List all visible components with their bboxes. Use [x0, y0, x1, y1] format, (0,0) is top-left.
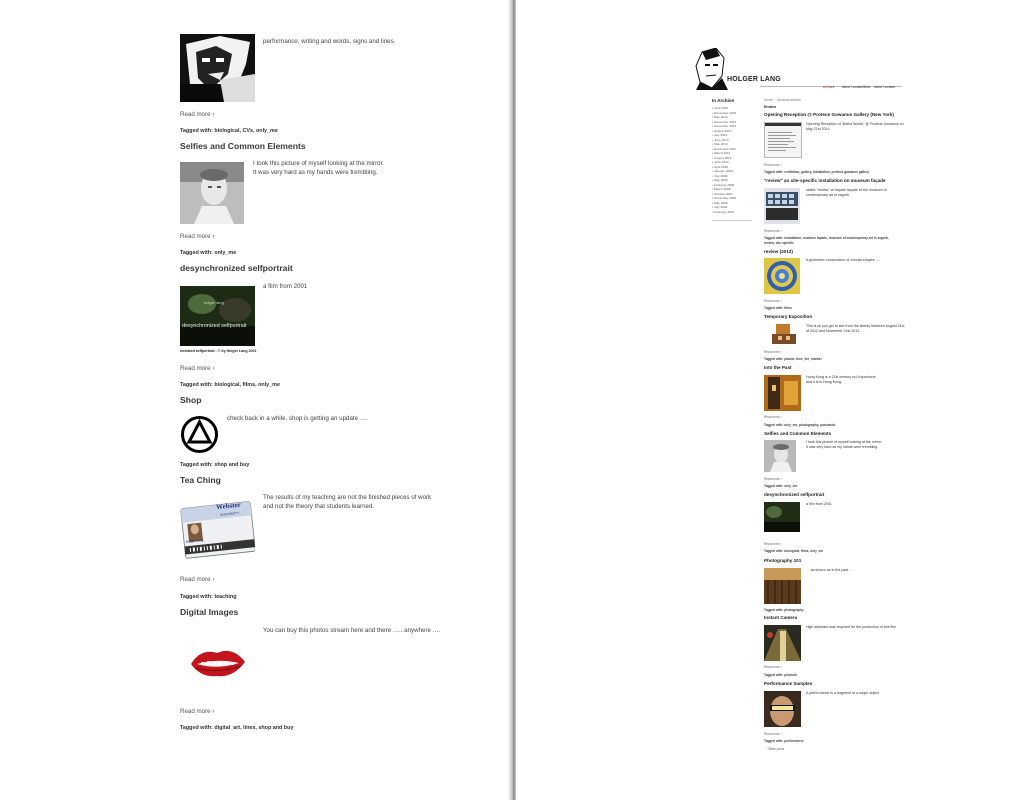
read-more-link[interactable]: Read more ›: [764, 542, 782, 546]
post-title[interactable]: Temporary Exposition: [764, 314, 813, 319]
archive-item[interactable]: • May 2009: [712, 178, 736, 183]
sidebar-rule: [712, 220, 752, 221]
tags-line[interactable]: Tagged with: films: [764, 306, 792, 310]
read-more-link[interactable]: Read more ›: [180, 576, 215, 583]
post-thumbnail[interactable]: [764, 258, 800, 294]
archive-item[interactable]: • March 2008: [712, 187, 736, 192]
shop-circle-triangle-icon[interactable]: [180, 415, 219, 454]
archive-item[interactable]: • December 2013: [712, 120, 736, 125]
archive-item[interactable]: • June 2013: [712, 138, 736, 143]
post-title[interactable]: desynchronized selfportrait: [180, 263, 293, 273]
archive-item[interactable]: • July 2002: [712, 205, 736, 210]
archive-item[interactable]: • May 2006: [712, 201, 736, 206]
card-university-name: Webster: [215, 500, 242, 512]
post-excerpt: I took this picture of myself looking at the mirror. It was very hard as my hands were trembling.: [806, 440, 883, 449]
post-thumbnail[interactable]: [764, 440, 796, 472]
film-still-caption: desynchronized selfportrait: [182, 323, 247, 329]
entry-text: It was very hard as my hands were trembling.: [253, 169, 378, 176]
tags-line: [180, 381, 280, 390]
post-excerpt: A performance is a fragment of a larger object: [806, 691, 879, 695]
archive-item[interactable]: • December 2015: [712, 111, 736, 116]
read-more-link[interactable]: Read more ›: [764, 477, 782, 481]
archive-item[interactable]: • February 2009: [712, 183, 736, 188]
archive-title: In Archive: [712, 98, 735, 103]
archive-item[interactable]: • November 2013: [712, 124, 736, 129]
post-thumbnail[interactable]: [764, 502, 800, 532]
nav-item-about-contact[interactable]: about / contact: [874, 85, 895, 89]
archive-item[interactable]: • January 2009: [712, 169, 736, 174]
read-more-link[interactable]: Read more ›: [764, 299, 782, 303]
image-caption: lxrelated selfportrait - © by Holger Lang 2001: [180, 349, 257, 353]
read-more-link[interactable]: Read more ›: [180, 708, 215, 715]
post-title[interactable]: Opening Reception @ Proteus Gowanus Gallery (New York): [764, 112, 894, 117]
tags-line: [180, 127, 278, 136]
archive-item[interactable]: • July 2009: [712, 174, 736, 179]
archive-list: [712, 106, 736, 214]
archive-item[interactable]: • June 2010: [712, 160, 736, 165]
tags-line[interactable]: Tagged with: exhibition, gallery, installation, proteus gowanus gallery: [764, 170, 870, 174]
tags-line[interactable]: Tagged with: photography: [764, 608, 804, 612]
tags-label: Tagged with:: [180, 462, 213, 468]
right-page: [516, 0, 1026, 800]
post-thumbnail[interactable]: [764, 375, 801, 411]
tags-values[interactable]: only_me: [214, 250, 237, 256]
post-thumbnail[interactable]: [764, 188, 800, 224]
tags-label: Tagged with:: [180, 128, 213, 134]
nav-item-about-contact-links[interactable]: about / contact/links: [842, 85, 871, 89]
tags-values[interactable]: digital_art, lines, shop and buy: [214, 725, 294, 731]
archive-item[interactable]: • May 2014: [712, 115, 736, 120]
post-title[interactable]: Tea Ching: [180, 475, 221, 485]
read-more-link[interactable]: Read more ›: [764, 732, 782, 736]
archive-item[interactable]: • October 2007: [712, 192, 736, 197]
section-label: Entries: [764, 105, 777, 109]
post-title[interactable]: Shop: [180, 395, 202, 405]
entry-text: and not the theory that students learned.: [263, 503, 375, 510]
film-still-thumbnail[interactable]: [180, 286, 255, 346]
post-title[interactable]: Instant Camera: [764, 615, 798, 620]
post-title[interactable]: "review" an site-specific installation on museum façade: [764, 178, 886, 183]
post-excerpt: Opening Reception of "Ballot Works" @ Proteus Gowanus on May 21st 2014: [806, 122, 904, 131]
left-page: [0, 0, 510, 800]
post-title[interactable]: Performance Samples: [764, 681, 813, 686]
film-still-caption: holger lang: [204, 300, 224, 305]
tags-line[interactable]: Tagged with: performance: [764, 739, 804, 743]
post-excerpt: a film from 2001: [806, 502, 832, 506]
nav-item-artwork[interactable]: art work: [823, 85, 835, 89]
post-title[interactable]: desynchronized selfportrait: [764, 492, 825, 497]
post-excerpt: This is all you get to see from the twenty between August 21st of 2012 and November 21st 2013 ….: [806, 324, 905, 333]
archive-item[interactable]: • August 2013: [712, 129, 736, 134]
tags-label: Tagged with:: [180, 725, 213, 731]
read-more-link[interactable]: Read more ›: [764, 229, 782, 233]
university-id-card-image[interactable]: [180, 499, 255, 561]
card-university-sub: UNIVERSITY: [219, 511, 240, 517]
tags-line[interactable]: Tagged with: only_me: [764, 484, 798, 488]
entry-text: You can buy this photos stream here and there ….. anywhere ….: [263, 627, 441, 634]
entry-text: check back in a while, shop is getting an update ….: [227, 415, 368, 422]
read-more-link[interactable]: Read more ›: [180, 233, 215, 240]
tags-line[interactable]: Tagged with: only_me, photography, postcards: [764, 423, 836, 427]
archive-item[interactable]: • December 2006: [712, 196, 736, 201]
tags-values[interactable]: teaching: [214, 594, 237, 600]
post-excerpt: Hong Kong is a 21st century sci-fi spectacle and it is in Hong Kong.: [806, 375, 876, 384]
tags-line: [180, 461, 249, 470]
selfie-photo[interactable]: [180, 162, 244, 224]
post-thumbnail[interactable]: [768, 322, 800, 346]
post-excerpt: … as shown as in the past …: [806, 568, 853, 572]
portrait-thumbnail-bw[interactable]: [180, 34, 255, 102]
read-more-link[interactable]: Read more ›: [180, 111, 215, 118]
read-more-link[interactable]: Read more ›: [764, 163, 782, 167]
entry-text: I took this picture of myself looking at the mirror.: [253, 160, 385, 167]
read-more-link[interactable]: Read more ›: [764, 665, 782, 669]
post-title[interactable]: Digital Images: [180, 607, 239, 617]
breadcrumb[interactable]: Home › · personal artwork: [764, 98, 801, 102]
post-thumbnail[interactable]: [764, 625, 801, 661]
tags-label: Tagged with:: [180, 250, 213, 256]
read-more-link[interactable]: Read more ›: [764, 415, 782, 419]
post-thumbnail[interactable]: [764, 691, 801, 727]
tags-values[interactable]: shop and buy: [214, 462, 250, 468]
entry-text: performance, writing and words, signs and lines.: [263, 38, 396, 45]
archive-item[interactable]: • December 2011: [712, 147, 736, 152]
post-title[interactable]: Into the Past: [764, 365, 792, 370]
post-title[interactable]: Selfies and Common Elements: [764, 431, 832, 436]
archive-item[interactable]: • May 2013: [712, 142, 736, 147]
tags-values[interactable]: biological, films, only_me: [214, 382, 280, 388]
archive-item[interactable]: • February 2001: [712, 210, 736, 215]
tags-label: Tagged with:: [180, 382, 213, 388]
post-title[interactable]: Photography 101: [764, 558, 802, 563]
post-excerpt: High standard was required for the production of this film: [806, 625, 897, 629]
post-excerpt: A geometric construction of circular shapes ….: [806, 258, 881, 262]
read-more-link[interactable]: Read more ›: [180, 365, 215, 372]
card-name: Holger Lang: [185, 538, 204, 544]
archive-item[interactable]: • March 2011: [712, 151, 736, 156]
post-excerpt: called "review" on façade façade of the museum of contemporary art in zagreb: [806, 188, 887, 197]
red-lips-image[interactable]: [187, 644, 248, 680]
post-title[interactable]: Selfies and Common Elements: [180, 141, 306, 151]
entry-text: The results of my teaching are not the finished pieces of work: [263, 494, 432, 501]
tags-line[interactable]: Tagged with: installation, museum façade, museum of contemporary art in zagreb, review, site specific: [764, 236, 889, 245]
tags-line[interactable]: Tagged with: biological, films, only_me: [764, 549, 824, 553]
archive-item[interactable]: • August 2010: [712, 156, 736, 161]
archive-item[interactable]: • July 2013: [712, 133, 736, 138]
read-more-link[interactable]: Read more ›: [764, 350, 782, 354]
archive-item[interactable]: • April 2016: [712, 106, 736, 111]
tags-line: [180, 249, 236, 258]
older-posts-link[interactable]: ‹ Older posts: [766, 747, 785, 751]
post-thumbnail[interactable]: [764, 568, 801, 604]
tags-line[interactable]: Tagged with: plastic, time_the_market: [764, 357, 822, 361]
tags-line: [180, 593, 237, 602]
post-title[interactable]: review (2013): [764, 249, 793, 254]
tags-line: [180, 724, 293, 733]
archive-item[interactable]: • April 2010: [712, 165, 736, 170]
entry-text: a film from 2001: [263, 283, 308, 290]
tags-label: Tagged with:: [180, 594, 213, 600]
tags-values[interactable]: biological, CVs, only_me: [214, 128, 278, 134]
site-logo-text[interactable]: HOLGER LANG: [727, 76, 781, 83]
site-logo-portrait[interactable]: [694, 48, 728, 90]
post-thumbnail[interactable]: [764, 122, 802, 158]
tags-line[interactable]: Tagged with: polaroid: [764, 673, 797, 677]
